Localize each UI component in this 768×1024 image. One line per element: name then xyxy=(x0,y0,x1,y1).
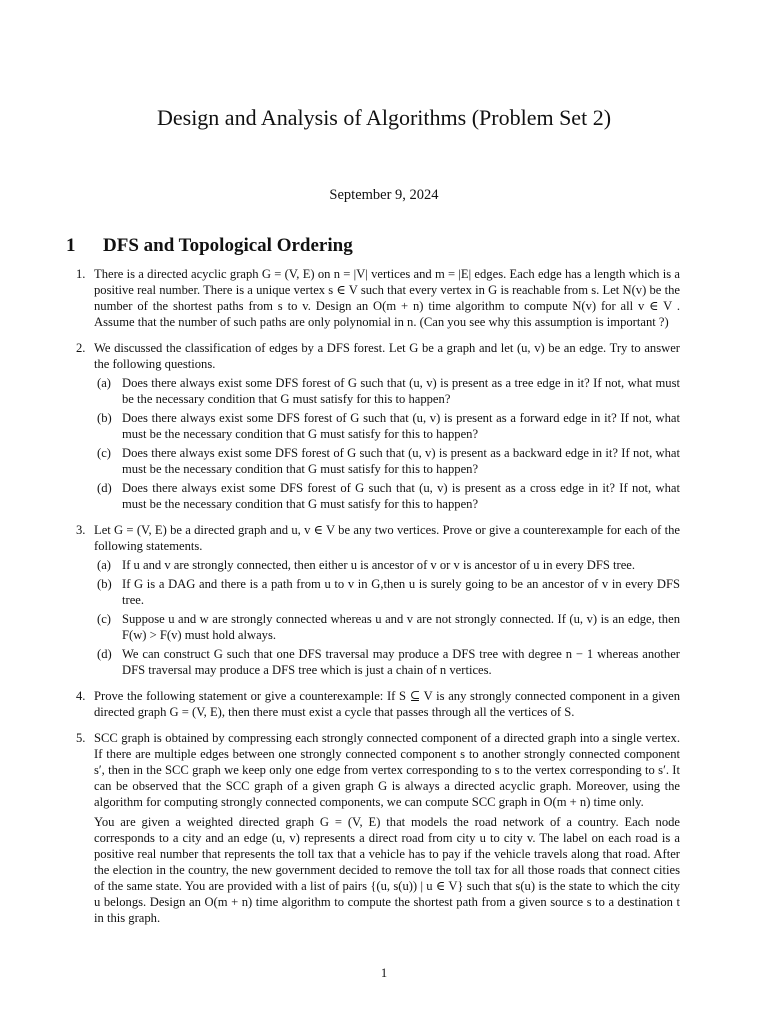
subitem-text: If G is a DAG and there is a path from u to v in G,then u is surely going to be an ancestor of v in every DFS tree. xyxy=(122,577,680,607)
subitem xyxy=(94,445,680,477)
subitem-text: Does there always exist some DFS forest of G such that (u, v) is present as a tree edge in it? If not, what must be the necessary condition that G must satisfy for this to happen? xyxy=(122,376,680,406)
subitem-letter: (d) xyxy=(97,481,112,495)
problem-number: 1. xyxy=(76,267,86,281)
problem-list xyxy=(70,266,680,936)
document-title: Design and Analysis of Algorithms (Problem Set 2) xyxy=(156,105,612,130)
problem-number: 5. xyxy=(76,731,86,745)
problem-text: Prove the following statement or give a counterexample: If S ⊆ V is any strongly connected component in a given directed graph G = (V, E), then there must exist a cycle that passes through all the vertices of S. xyxy=(94,689,680,719)
page-number: 1 xyxy=(380,966,388,980)
document-date: September 9, 2024 xyxy=(329,187,439,203)
subitem-text: We can construct G such that one DFS traversal may produce a DFS tree with degree n − 1 whereas another DFS traversal may produce a DFS tree which is just a chain of n vertices. xyxy=(122,647,680,677)
subitem-letter: (d) xyxy=(97,647,112,661)
subitem-list xyxy=(94,375,680,512)
problem-text: Let G = (V, E) be a directed graph and u, v ∈ V be any two vertices. Prove or give a counterexample for each of the following statements. xyxy=(94,523,680,553)
problem-text: SCC graph is obtained by compressing each strongly connected component of a directed graph into a single vertex. If there are multiple edges between one strongly connected component s to another strongly connected component s′, then in the SCC graph we keep only one edge from vertex corresponding to s to the vertex corresponding to s′. It can be observed that the SCC graph of a given graph G is always a directed acyclic graph. Moreover, using the algorithm for computing strongly connected components, we can compute SCC graph in O(m + n) time only. xyxy=(94,731,680,809)
section-heading xyxy=(66,233,353,259)
subitem-letter: (b) xyxy=(97,411,112,425)
subitem-letter: (b) xyxy=(97,577,112,591)
section-number: 1 xyxy=(66,235,76,256)
subitem xyxy=(94,480,680,512)
subitem-text: Does there always exist some DFS forest of G such that (u, v) is present as a backward edge in it? If not, what must be the necessary condition that G must satisfy for this to happen? xyxy=(122,446,680,476)
problem-item xyxy=(70,340,680,512)
subitem-text: If u and v are strongly connected, then either u is ancestor of v or v is ancestor of u in every DFS tree. xyxy=(122,558,636,572)
subitem-letter: (a) xyxy=(97,376,111,390)
problem-text: We discussed the classification of edges by a DFS forest. Let G be a graph and let (u, v) be an edge. Try to answer the following questions. xyxy=(94,341,680,371)
problem-number: 2. xyxy=(76,341,86,355)
problem-number: 4. xyxy=(76,689,86,703)
subitem-text: Does there always exist some DFS forest of G such that (u, v) is present as a cross edge in it? If not, what must be the necessary condition that G must satisfy for this to happen? xyxy=(122,481,680,511)
subitem-letter: (a) xyxy=(97,558,111,572)
problem-text-continued: You are given a weighted directed graph G = (V, E) that models the road network of a country. Each node corresponds to a city and an edge (u, v) represents a direct road from city u to city v. The label on each road is a positive real number that represents the toll tax that a vehicle has to pay if the vehicle travels along that road. After the election in the country, the new government decided to remove the toll tax for all those roads that connect cities of the same state. You are provided with a list of pairs {(u, s(u)) | u ∈ V} such that s(u) is the state to which the city u belongs. Design an O(m + n) time algorithm to compute the shortest path from a given source s to a destination t in this graph. xyxy=(94,815,680,925)
problem-number: 3. xyxy=(76,523,86,537)
subitem xyxy=(94,410,680,442)
subitem-text: Suppose u and w are strongly connected whereas u and v are not strongly connected. If (u, v) is an edge, then F(w) > F(v) must hold always. xyxy=(122,612,680,642)
subitem xyxy=(94,611,680,643)
subitem-text: Does there always exist some DFS forest of G such that (u, v) is present as a forward edge in it? If not, what must be the necessary condition that G must satisfy for this to happen? xyxy=(122,411,680,441)
problem-item xyxy=(70,522,680,678)
problem-item xyxy=(70,730,680,926)
subitem xyxy=(94,576,680,608)
subitem-letter: (c) xyxy=(97,446,111,460)
problem-text: There is a directed acyclic graph G = (V, E) on n = |V| vertices and m = |E| edges. Each edge has a length which is a positive real number. There is a unique vertex s ∈ V such that every vertex in G is reachable from s. Let N(v) be the number of the shortest paths from s to v. Design an O(m + n) time algorithm to compute N(v) for all v ∈ V . Assume that the number of such paths are only polynomial in n. (Can you see why this assumption is important ?) xyxy=(94,267,680,329)
subitem-list xyxy=(94,557,680,678)
subitem xyxy=(94,375,680,407)
subitem xyxy=(94,646,680,678)
section-title: DFS and Topological Ordering xyxy=(103,235,353,256)
problem-item xyxy=(70,688,680,720)
subitem xyxy=(94,557,680,573)
subitem-letter: (c) xyxy=(97,612,111,626)
problem-item xyxy=(70,266,680,330)
